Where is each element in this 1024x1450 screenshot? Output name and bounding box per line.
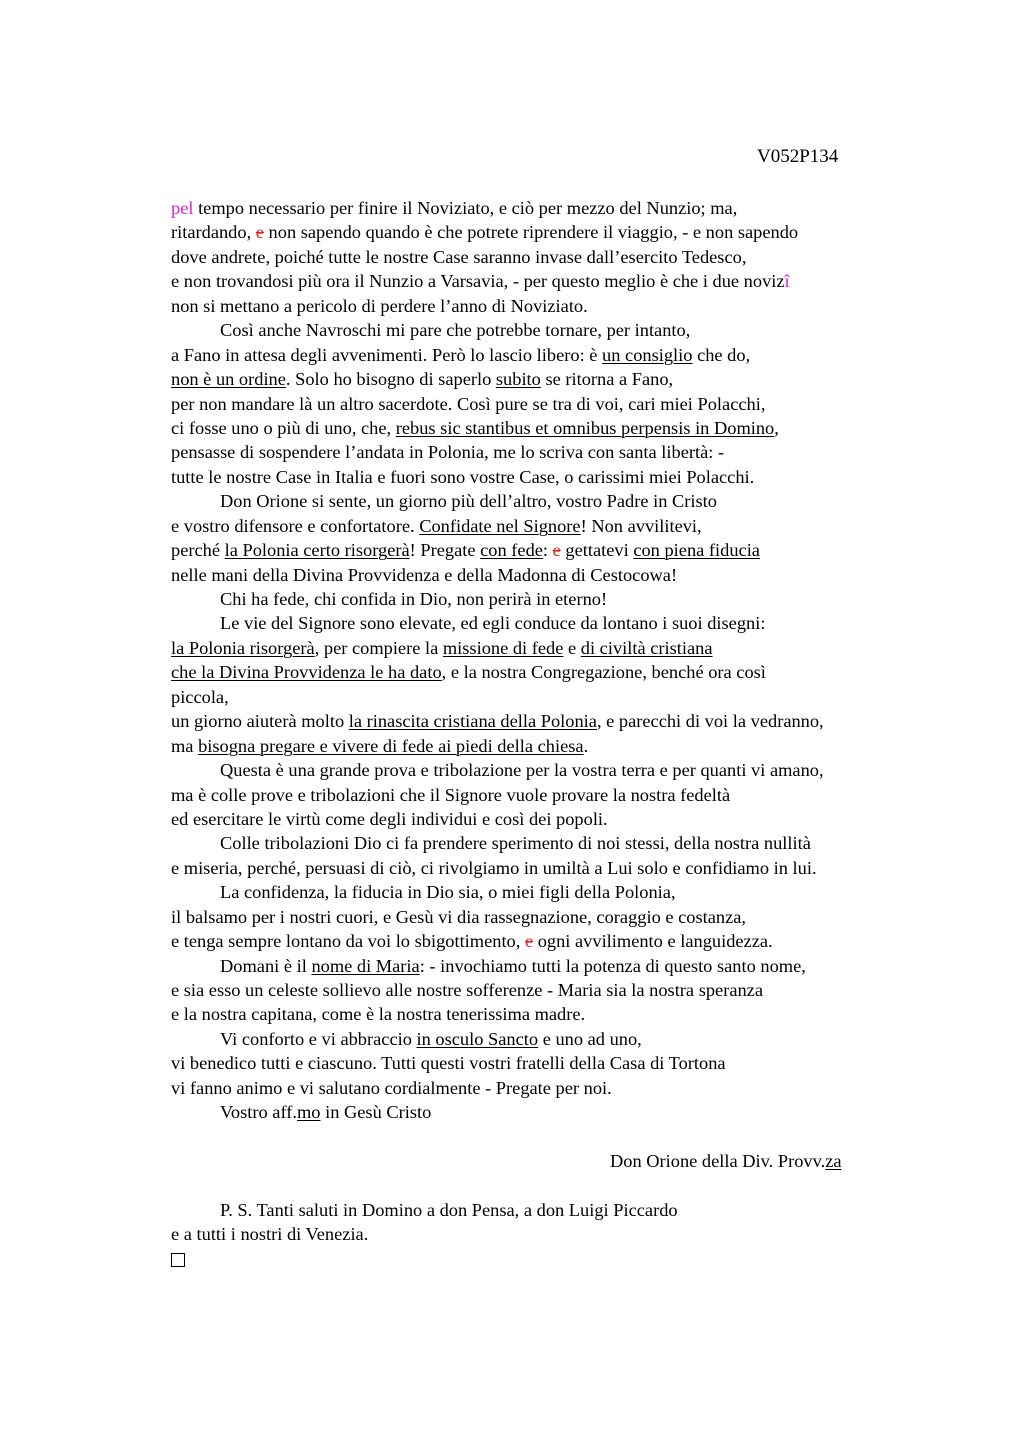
text-line	[171, 611, 1011, 635]
text-run: che do,	[692, 344, 751, 365]
text-run: vi fanno animo e vi salutano cordialmente - Pregate per noi.	[171, 1077, 612, 1098]
text-run: ritardando,	[171, 222, 256, 243]
text-run: e uno ad uno,	[538, 1028, 642, 1049]
text-line	[171, 1051, 1011, 1075]
underlined-phrase: con piena fiducia	[633, 540, 760, 561]
end-marker	[171, 1247, 1011, 1271]
text-run: :	[542, 540, 553, 561]
text-line	[171, 489, 1011, 513]
text-run: Chi ha fede, chi confida in Dio, non perirà in eterno!	[220, 589, 608, 609]
struck-word: e	[524, 931, 534, 952]
text-line	[171, 367, 1011, 391]
underlined-phrase: rebus sic stantibus et omnibus perpensis in Domino	[395, 417, 775, 438]
text-run: e tenga sempre lontano da voi lo sbigottimento,	[171, 931, 525, 952]
text-line	[171, 514, 1011, 538]
text-run: un giorno aiuterà molto	[171, 711, 349, 732]
underlined-phrase: missione di fede	[442, 637, 564, 658]
underlined-phrase: subito	[495, 369, 541, 390]
text-run: perché	[171, 540, 225, 561]
text-run: , per compiere la	[314, 637, 443, 658]
text-run: nelle mani della Divina Provvidenza e della Madonna di Cestocowa!	[171, 564, 678, 585]
text-run: ed esercitare le virtù come degli individui e così dei popoli.	[171, 808, 608, 829]
text-run: non sapendo quando è che potrete riprendere il viaggio, - e non sapendo	[263, 222, 799, 243]
text-run: ci fosse uno o più di uno, che,	[171, 417, 396, 438]
spacer	[171, 1125, 1011, 1149]
page-id: V052P134	[757, 146, 839, 167]
text-line	[171, 1076, 1011, 1100]
struck-word: e	[552, 540, 561, 561]
text-run: Vi conforto e vi abbraccio	[220, 1028, 417, 1049]
text-run: Questa è una grande prova e tribolazione per la vostra terra e per quanti vi amano,	[220, 760, 824, 781]
text-run: Così anche Navroschi mi pare che potrebbe tornare, per intanto,	[220, 320, 691, 341]
text-run: e vostro difensore e confortatore.	[171, 515, 420, 536]
underlined-phrase: che la Divina Provvidenza le ha dato	[171, 662, 442, 683]
text-line	[171, 783, 1011, 807]
text-run: Colle tribolazioni Dio ci fa prendere sperimento di noi stessi, della nostra nullità	[220, 833, 811, 854]
text-line	[171, 954, 1011, 978]
text-line	[171, 416, 1011, 440]
underlined-phrase: un consiglio	[602, 344, 693, 365]
text-run: Vostro aff.	[220, 1102, 297, 1123]
text-run: Domani è il	[220, 955, 312, 976]
underlined-phrase: Confidate nel Signore	[419, 515, 581, 536]
underlined-phrase: non è un ordine	[171, 369, 286, 390]
text-run: , e parecchi di voi la vedranno,	[596, 711, 824, 732]
text-line	[171, 978, 1011, 1002]
text-run: in Gesù Cristo	[320, 1102, 432, 1123]
underlined-phrase: la rinascita cristiana della Polonia	[348, 711, 597, 732]
text-line	[171, 709, 1011, 733]
text-line	[171, 807, 1011, 831]
underlined-phrase: za	[825, 1151, 842, 1172]
text-run: . Solo ho bisogno di saperlo	[285, 369, 496, 390]
text-line	[171, 905, 1011, 929]
text-line	[171, 660, 1011, 684]
text-run: ! Non avvilitevi,	[580, 515, 702, 536]
underlined-phrase: con fede	[480, 540, 543, 561]
text-run: il balsamo per i nostri cuori, e Gesù vi dia rassegnazione, coraggio e costanza,	[171, 906, 747, 927]
signature-text: Don Orione della Div. Provv.	[610, 1151, 826, 1172]
text-run: tutte le nostre Case in Italia e fuori sono vostre Case, o carissimi miei Polacchi.	[171, 466, 755, 487]
text-line	[171, 440, 1011, 464]
text-line	[171, 734, 1011, 758]
text-line	[171, 392, 1011, 416]
text-line	[171, 245, 1011, 269]
text-run: tempo necessario per finire il Noviziato, e ciò per mezzo del Nunzio; ma,	[193, 198, 738, 218]
text-line	[171, 636, 1011, 660]
text-line	[171, 294, 1011, 318]
square-box-icon	[171, 1253, 185, 1267]
underlined-phrase: bisogna pregare e vivere di fede ai piedi della chiesa	[198, 735, 584, 756]
text-line	[171, 563, 1011, 587]
text-run: e non trovandosi più ora il Nunzio a Varsavia, - per questo meglio è che i due noviz	[171, 271, 785, 292]
inserted-char: î	[784, 271, 790, 292]
inserted-word: pel	[171, 198, 194, 218]
text-run: piccola,	[171, 686, 229, 707]
text-line	[171, 1002, 1011, 1026]
underlined-phrase: in osculo Sancto	[416, 1028, 539, 1049]
text-run: se ritorna a Fano,	[540, 369, 674, 390]
text-line	[171, 343, 1011, 367]
text-line	[171, 831, 1011, 855]
text-line	[171, 269, 1011, 293]
text-line	[171, 929, 1011, 953]
text-line	[171, 465, 1011, 489]
letter-body	[171, 196, 1011, 1271]
text-line	[171, 220, 1011, 244]
underlined-phrase: nome di Maria	[311, 955, 420, 976]
text-run: Le vie del Signore sono elevate, ed egli conduce da lontano i suoi disegni:	[220, 613, 766, 634]
closing-line	[171, 1100, 1011, 1124]
text-run: gettatevi	[560, 540, 634, 561]
text-line	[171, 196, 1011, 220]
underlined-phrase: di civiltà cristiana	[580, 637, 713, 658]
text-run: .	[583, 735, 589, 756]
text-line	[171, 1027, 1011, 1051]
text-run: ogni avvilimento e languidezza.	[533, 931, 773, 952]
struck-word: e	[255, 222, 264, 243]
text-run: ! Pregate	[409, 540, 481, 561]
text-run: ma è colle prove e tribolazioni che il Signore vuole provare la nostra fedeltà	[171, 784, 731, 805]
underlined-phrase: la Polonia certo risorgerà	[224, 540, 410, 561]
postscript-line: P. S. Tanti saluti in Domino a don Pensa, a don Luigi Piccardo	[220, 1199, 678, 1220]
text-run: pensasse di sospendere l’andata in Polonia, me lo scriva con santa libertà: -	[171, 442, 725, 463]
signature	[171, 1149, 1011, 1173]
text-line	[171, 758, 1011, 782]
spacer	[171, 1174, 1011, 1198]
text-run: dove andrete, poiché tutte le nostre Case saranno invase dall’esercito Tedesco,	[171, 246, 747, 267]
text-line	[171, 318, 1011, 342]
text-line	[171, 587, 1011, 611]
postscript-line: e a tutti i nostri di Venezia.	[171, 1224, 369, 1245]
text-run: ,	[774, 417, 779, 438]
text-line	[171, 538, 1011, 562]
text-run: vi benedico tutti e ciascuno. Tutti questi vostri fratelli della Casa di Tortona	[171, 1053, 726, 1074]
underlined-phrase: la Polonia risorgerà	[171, 637, 315, 658]
text-run: per non mandare là un altro sacerdote. Così pure se tra di voi, cari miei Polacchi,	[171, 393, 766, 414]
text-run: e la nostra capitana, come è la nostra tenerissima madre.	[171, 1004, 586, 1025]
text-run: , e la nostra Congregazione, benché ora così	[441, 662, 766, 683]
text-run: : - invochiamo tutti la potenza di questo santo nome,	[419, 955, 806, 976]
text-run: La confidenza, la fiducia in Dio sia, o miei figli della Polonia,	[220, 882, 676, 903]
text-run: non si mettano a pericolo di perdere l’anno di Noviziato.	[171, 295, 588, 316]
text-line	[171, 685, 1011, 709]
text-run: e sia esso un celeste sollievo alle nostre sofferenze - Maria sia la nostra speranza	[171, 980, 764, 1000]
underlined-phrase: mo	[296, 1102, 321, 1123]
text-run: e miseria, perché, persuasi di ciò, ci rivolgiamo in umiltà a Lui solo e confidiamo in lui.	[171, 857, 817, 878]
text-line	[171, 880, 1011, 904]
text-run: a Fano in attesa degli avvenimenti. Però lo lascio libero: è	[171, 344, 603, 365]
text-run: e	[563, 637, 581, 658]
text-run: Don Orione si sente, un giorno più dell’altro, vostro Padre in Cristo	[220, 491, 717, 512]
text-line	[171, 856, 1011, 880]
text-run: ma	[171, 735, 199, 756]
